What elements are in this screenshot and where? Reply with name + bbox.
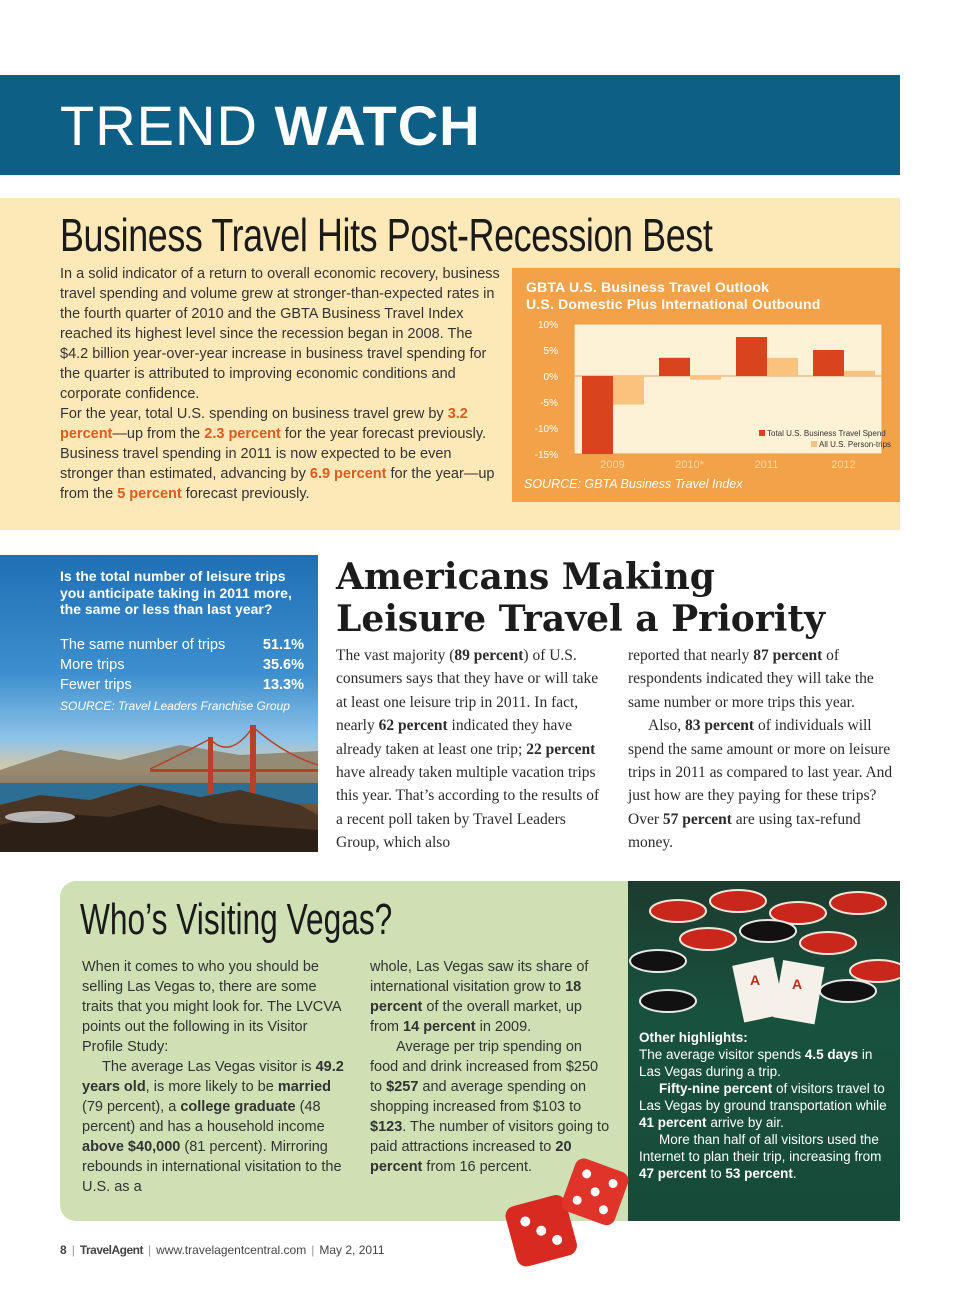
stat-value: above $40,000 [82, 1139, 181, 1155]
stat-value: 4.5 days [804, 1047, 859, 1062]
chart-bar [767, 358, 798, 376]
body-text: Average per trip spending on food and drink increased from $250 to [370, 1039, 599, 1095]
body-text: to [710, 1166, 722, 1181]
stat-value: 83 percent [685, 717, 755, 735]
poll-sidebar [0, 555, 318, 852]
y-tick-label: -15% [534, 450, 558, 461]
poll-label: More trips [60, 657, 125, 673]
stat-value: 3.2 percent [60, 406, 468, 442]
banner-title-light: TREND [60, 94, 258, 157]
body-text: of the overall market, up from [370, 999, 582, 1035]
chart-svg [512, 268, 900, 502]
legend-label: All U.S. Person-trips [819, 440, 892, 449]
body-text: whole, Las Vegas saw its share of international visitation grow to [370, 959, 589, 995]
chart-bar [844, 371, 875, 376]
body-text: . The number of visitors going to paid attractions increased to [370, 1119, 610, 1155]
highlights-heading: Other highlights: [639, 1030, 748, 1045]
body-text: (48 percent) and has a household income [82, 1099, 325, 1135]
gbta-chart [512, 268, 900, 502]
highlights-box [639, 1029, 891, 1182]
vegas-column-1 [82, 957, 344, 1197]
stat-value: married [277, 1079, 332, 1095]
body-text: and average spending on shopping increased from $103 to [370, 1079, 587, 1115]
dice-illustration [500, 1150, 630, 1280]
x-tick-label: 2012 [831, 459, 856, 471]
body-text: —up from the [112, 426, 201, 442]
body-text: reported that nearly [628, 647, 750, 664]
chart-bar [736, 337, 767, 376]
stat-value: college graduate [180, 1099, 296, 1115]
body-text: of respondents indicated they will take the same number or more trips this year. [628, 647, 874, 711]
vegas-column-2 [370, 957, 610, 1177]
y-tick-label: -5% [540, 398, 558, 409]
svg-text:A: A [750, 972, 761, 988]
body-text: The vast majority ( [336, 647, 455, 664]
body-text: for the year—up from the [60, 466, 495, 502]
body-text: (81 percent). Mirroring rebounds in international visitation to the U.S. as a [82, 1139, 342, 1195]
x-tick-label: 2010* [675, 459, 704, 471]
stat-value: 14 percent [403, 1019, 476, 1035]
stat-value: 47 percent [639, 1166, 707, 1181]
legend-swatch [759, 430, 765, 436]
body-text: ) of U.S. consumers says that they have or will take at least one leisure trip in 2011. In fact, nearly [336, 647, 599, 735]
body-text: of visitors travel to Las Vegas by ground transportation while [639, 1081, 887, 1113]
body-text: Also, [648, 717, 682, 735]
x-tick-label: 2011 [754, 459, 779, 471]
x-tick-label: 2009 [600, 459, 625, 471]
stat-value: 87 percent [753, 647, 823, 664]
stat-value: 6.9 percent [309, 466, 387, 482]
y-tick-label: -10% [534, 424, 558, 435]
body-text: indicated they have already taken at least one trip; [336, 717, 573, 758]
page-number: 8 [60, 1243, 67, 1257]
body-text: forecast previously. [185, 486, 310, 502]
issue-date: May 2, 2011 [319, 1243, 385, 1257]
poll-value: 13.3% [262, 677, 304, 693]
leisure-title [336, 556, 896, 640]
stat-value: $257 [386, 1079, 419, 1095]
leisure-title-line: Leisure Travel a Priority [336, 598, 826, 640]
leisure-title-line: Americans Making [336, 556, 715, 598]
poll-question: Is the total number of leisure trips you anticipate taking in 2011 more, the same or less than last year? [60, 568, 292, 617]
body-text: in 2009. [479, 1019, 532, 1035]
y-tick-label: 5% [543, 346, 558, 357]
business-travel-title: Business Travel Hits Post-Recession Best [60, 209, 713, 261]
website-url[interactable]: www.travelagentcentral.com [156, 1243, 307, 1257]
stat-value: 89 percent [454, 647, 524, 664]
body-text: from 16 percent. [426, 1159, 532, 1175]
chart-bar [659, 358, 690, 376]
poll-source: SOURCE: Travel Leaders Franchise Group [60, 699, 290, 713]
body-text: More than half of all visitors used the Internet to plan their trip, increasing from [639, 1132, 882, 1164]
chart-title: GBTA U.S. Business Travel Outlook [526, 279, 770, 295]
chart-bar [613, 376, 644, 405]
stat-value: 53 percent [725, 1166, 793, 1181]
stat-value: 49.2 years old [82, 1059, 344, 1095]
stat-value: 57 percent [662, 810, 732, 828]
body-text: in Las Vegas during a trip. [639, 1047, 873, 1079]
body-text: The average visitor spends [639, 1047, 802, 1062]
page-footer: 8 | TravelAgent | www.travelagentcentral.com | May 2, 2011 [60, 1243, 385, 1257]
body-text: (79 percent), a [82, 1099, 177, 1115]
body-text: arrive by air. [710, 1115, 784, 1130]
legend-label: Total U.S. Business Travel Spend [767, 429, 886, 438]
stat-value: 18 percent [370, 979, 582, 1015]
magazine-brand: TravelAgent [79, 1243, 144, 1257]
stat-value: Fifty-nine percent [659, 1081, 773, 1096]
chart-subtitle: U.S. Domestic Plus International Outbound [526, 296, 821, 312]
vegas-title: Who’s Visiting Vegas? [80, 895, 393, 944]
body-text: For the year, total U.S. spending on business travel grew by [60, 406, 444, 422]
y-tick-label: 0% [543, 372, 558, 383]
body-text: of individuals will spend the same amount or more on leisure trips in 2011 as compared to last year. And just how are they paying for these trips? Over [628, 717, 893, 828]
body-text: for the year forecast previously. Business travel spending in 2011 is now expected to be even stronger than estimated, advancing by [60, 426, 487, 482]
body-text: have already taken multiple vacation trips this year. That’s according to the results of a recent poll taken by Travel Leaders Group, which also [336, 764, 600, 852]
poll-row [60, 657, 304, 673]
stat-value: 41 percent [639, 1115, 707, 1130]
chart-source: SOURCE: GBTA Business Travel Index [524, 477, 743, 491]
body-text: . [792, 1166, 797, 1181]
stat-value: 5 percent [117, 486, 182, 502]
stat-value: $123 [370, 1119, 403, 1135]
chart-bar [813, 350, 844, 376]
body-text: The average Las Vegas visitor is [102, 1059, 312, 1075]
banner-title-heavy: WATCH [274, 94, 481, 157]
svg-text:A: A [792, 976, 803, 992]
stat-value: 22 percent [526, 740, 596, 758]
poll-row [60, 677, 304, 693]
leisure-column-2 [628, 644, 900, 855]
chart-bar [690, 376, 721, 380]
poll-value: 51.1% [262, 637, 304, 653]
chart-bar [582, 376, 613, 454]
y-tick-label: 10% [537, 320, 558, 331]
section-banner [0, 75, 900, 175]
poll-row [60, 637, 304, 653]
poll-value: 35.6% [262, 657, 304, 673]
body-text: When it comes to who you should be selling Las Vegas to, there are some traits that you might look for. The LVCVA points out the following in its Visitor Profile Study: [82, 959, 341, 1055]
casino-panel [628, 881, 900, 1221]
leisure-column-1 [336, 644, 606, 855]
banner-title [60, 93, 481, 158]
stat-value: 62 percent [378, 717, 448, 735]
business-travel-body [60, 264, 500, 504]
body-paragraph: In a solid indicator of a return to overall economic recovery, business travel spending and volume grew at stronger-than-expected rates in the fourth quarter of 2010 and the GBTA Business Travel Index reached its highest level since the recession began in 2008. The $4.2 billion year-over-year increase in business travel spending for the quarter is attributed to improving economic conditions and corporate confidence. [60, 266, 500, 402]
poll-label: The same number of trips [60, 637, 226, 653]
body-text: are using tax-refund money. [628, 810, 861, 852]
legend-swatch [811, 441, 817, 447]
stat-value: 20 percent [370, 1139, 572, 1175]
poll-label: Fewer trips [60, 677, 132, 693]
body-text: , is more likely to be [145, 1079, 274, 1095]
stat-value: 2.3 percent [204, 426, 281, 442]
